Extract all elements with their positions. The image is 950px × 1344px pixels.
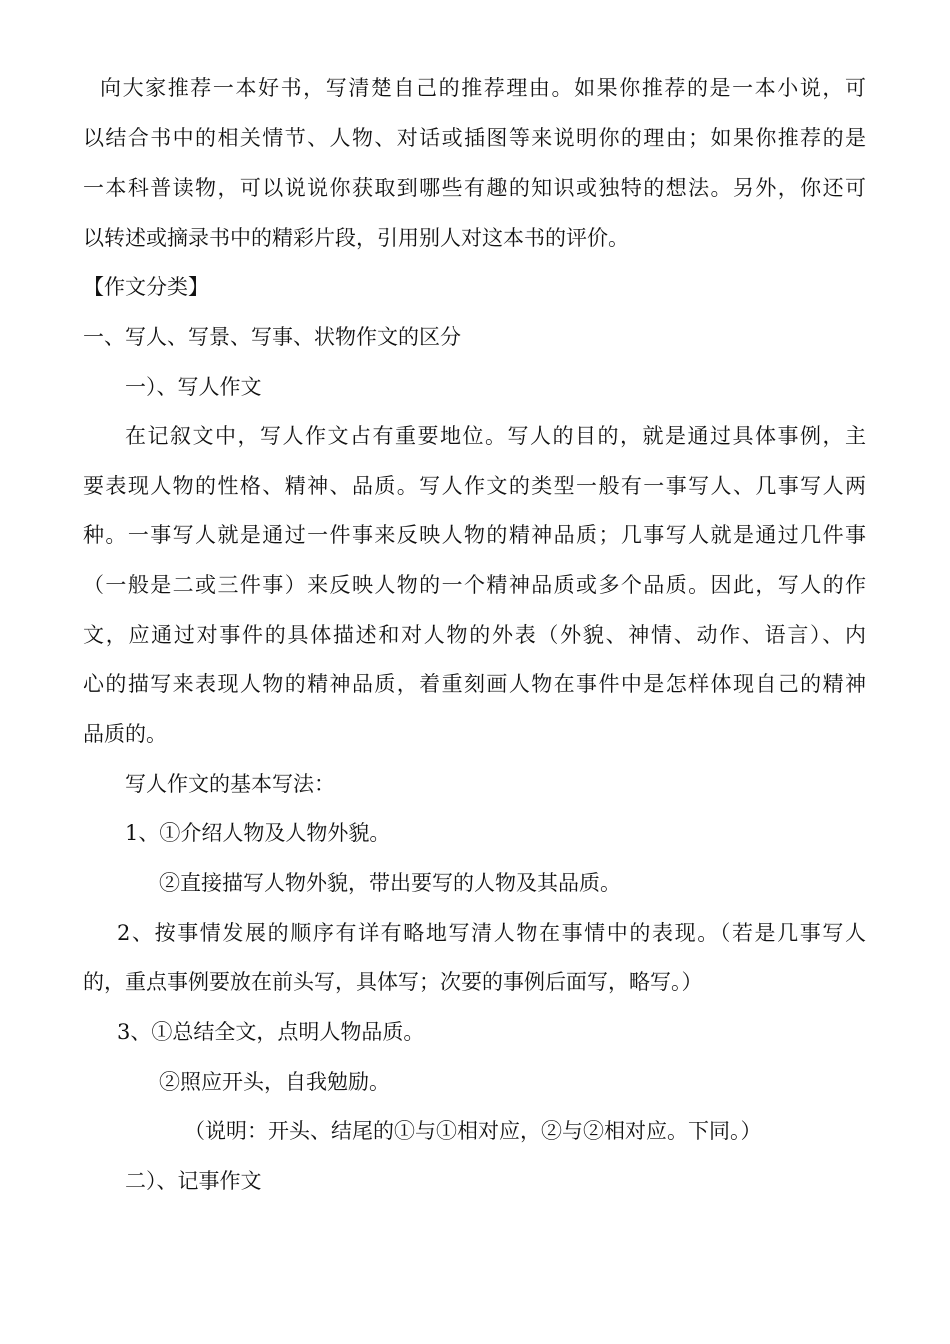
para-recommend-line-4: 以转述或摘录书中的精彩片段，引用别人对这本书的评价。	[83, 226, 629, 250]
para-people-line-7: 品质的。	[83, 722, 167, 746]
para-people-line-5: 文，应通过对事件的具体描述和对人物的外表（外貌、神情、动作、语言）、内	[83, 623, 866, 647]
para-people-line-4: （一般是二或三件事）来反映人物的一个精神品质或多个品质。因此，写人的作	[83, 573, 866, 597]
para-people-line-3: 种。一事写人就是通过一件事来反映人物的精神品质；几事写人就是通过几件事	[83, 523, 866, 547]
para-recommend-line-3: 一本科普读物，可以说说你获取到哪些有趣的知识或独特的想法。另外，你还可	[83, 176, 866, 200]
heading-writing-events: 二）、记事作文	[125, 1169, 262, 1193]
para-people-line-6: 心的描写来表现人物的精神品质，着重刻画人物在事件中是怎样体现自己的精神	[83, 672, 866, 696]
para-people-line-1: 在记叙文中，写人作文占有重要地位。写人的目的，就是通过具体事例，主	[125, 424, 866, 448]
heading-basic-method: 写人作文的基本写法：	[125, 772, 335, 796]
method-item-2-line-1: 2、按事情发展的顺序有详有略地写清人物在事情中的表现。（若是几事写人	[117, 921, 866, 945]
method-item-2-line-2: 的，重点事例要放在前头写，具体写；次要的事例后面写，略写。）	[83, 970, 703, 994]
para-recommend-line-1: 向大家推荐一本好书，写清楚自己的推荐理由。如果你推荐的是一本小说，可	[100, 76, 866, 100]
method-item-1a: 1、①介绍人物及人物外貌。	[125, 821, 391, 845]
method-note: （说明：开头、结尾的①与①相对应，②与②相对应。下同。）	[184, 1119, 762, 1143]
section-heading-classification: 【作文分类】	[83, 275, 209, 299]
method-item-3a: 3、①总结全文，点明人物品质。	[117, 1020, 425, 1044]
heading-writing-people: 一）、写人作文	[125, 375, 262, 399]
para-people-line-2: 要表现人物的性格、精神、品质。写人作文的类型一般有一事写人、几事写人两	[83, 474, 866, 498]
heading-level-1: 一、写人、写景、写事、状物作文的区分	[83, 325, 461, 349]
para-recommend-line-2: 以结合书中的相关情节、人物、对话或插图等来说明你的理由；如果你推荐的是	[83, 126, 866, 150]
method-item-3b: ②照应开头，自我勉励。	[159, 1070, 390, 1094]
method-item-1b: ②直接描写人物外貌，带出要写的人物及其品质。	[159, 871, 621, 895]
